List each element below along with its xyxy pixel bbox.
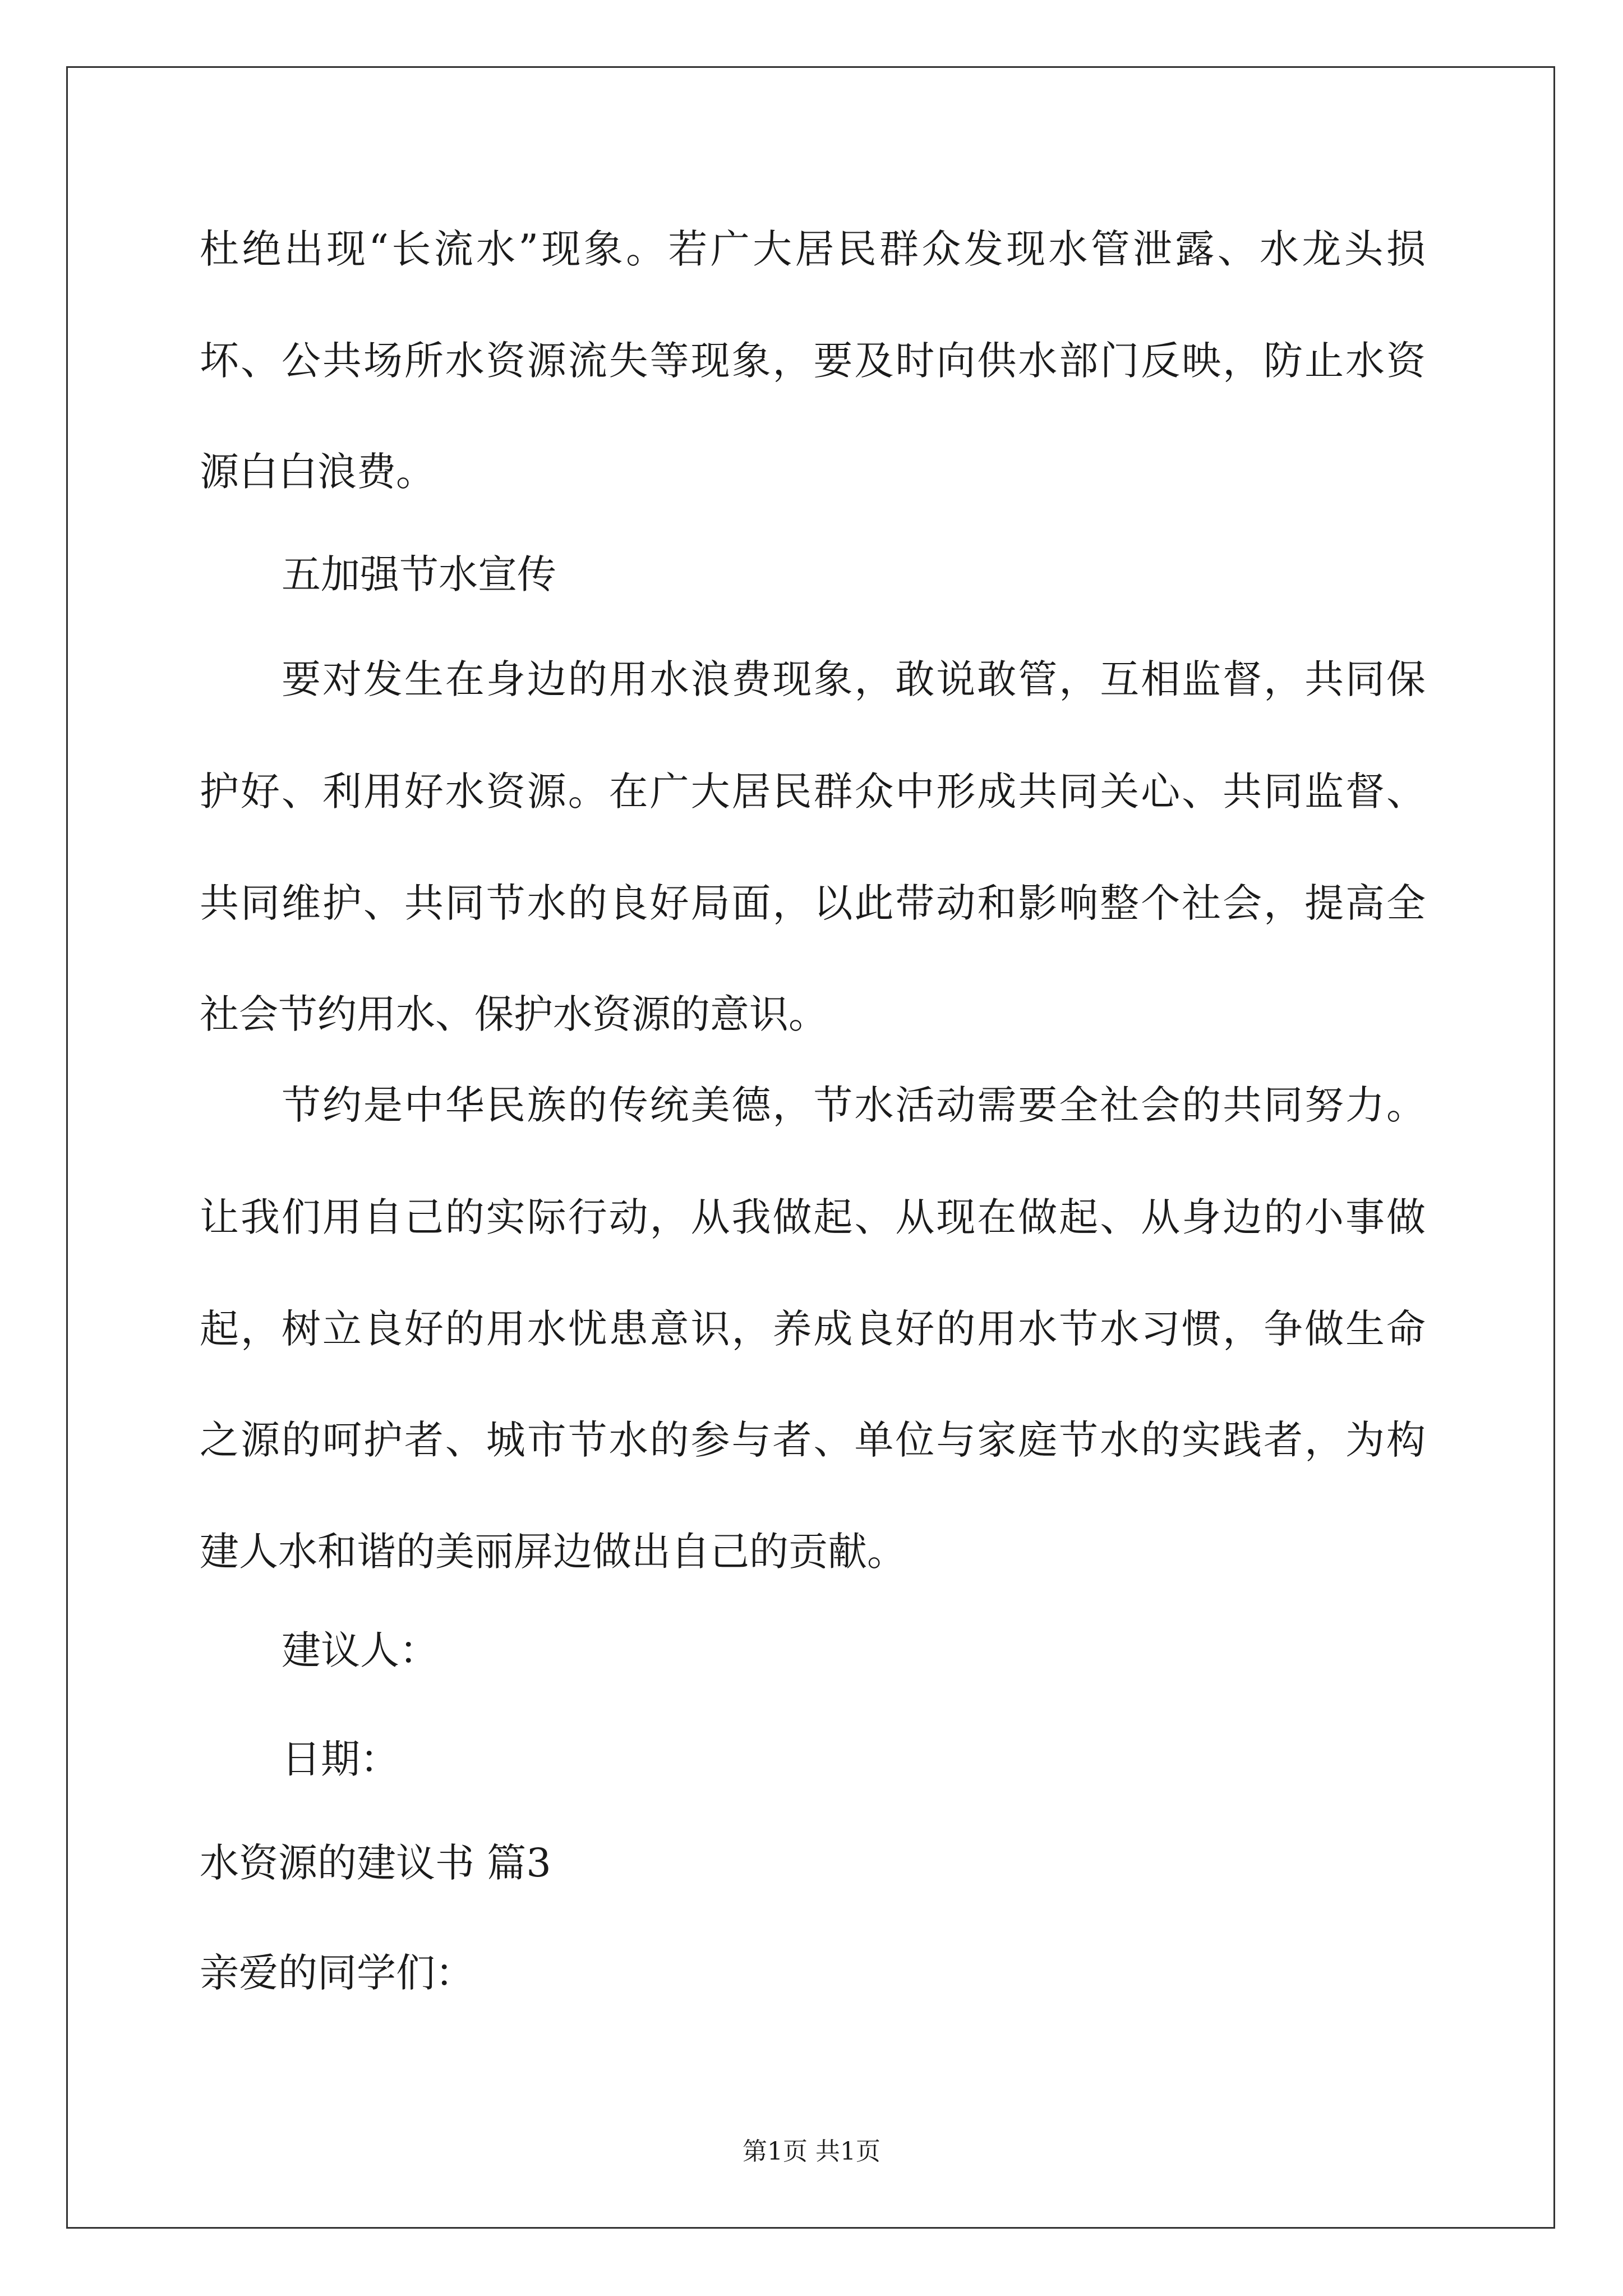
body-line-13: 建人水和谐的美丽屏边做出自己的贡献。 [200, 1529, 906, 1575]
body-line-5: 要对发生在身边的用水浪费现象，敢说敢管，互相监督，共同保 [282, 656, 1426, 702]
body-line-2: 坏、公共场所水资源流失等现象，要及时向供水部门反映，防止水资 [200, 338, 1426, 384]
body-line-11: 起，树立良好的用水忧患意识，养成良好的用水节水习惯，争做生命 [200, 1306, 1426, 1352]
date-label: 日期： [282, 1736, 399, 1782]
body-line-7: 共同维护、共同节水的良好局面，以此带动和影响整个社会，提高全 [200, 880, 1426, 926]
page-footer: 第1页 共1页 [743, 2137, 880, 2166]
body-line-10: 让我们用自己的实际行动，从我做起、从现在做起、从身边的小事做 [200, 1194, 1426, 1240]
body-line-8: 社会节约用水、保护水资源的意识。 [200, 991, 828, 1037]
body-line-1: 杜绝出现“长流水”现象。若广大居民群众发现水管泄露、水龙头损 [200, 226, 1426, 272]
proposer-label: 建议人： [282, 1627, 439, 1673]
body-line-9: 节约是中华民族的传统美德，节水活动需要全社会的共同努力。 [282, 1082, 1426, 1128]
body-line-12: 之源的呵护者、城市节水的参与者、单位与家庭节水的实践者，为构 [200, 1417, 1426, 1463]
body-line-6: 护好、利用好水资源。在广大居民群众中形成共同关心、共同监督、 [200, 769, 1426, 815]
article-title: 水资源的建议书 篇3 [200, 1840, 551, 1886]
section-heading: 五加强节水宣传 [282, 551, 556, 597]
body-line-3: 源白白浪费。 [200, 449, 435, 495]
page-border [66, 66, 1555, 2229]
salutation: 亲爱的同学们： [200, 1950, 474, 1996]
